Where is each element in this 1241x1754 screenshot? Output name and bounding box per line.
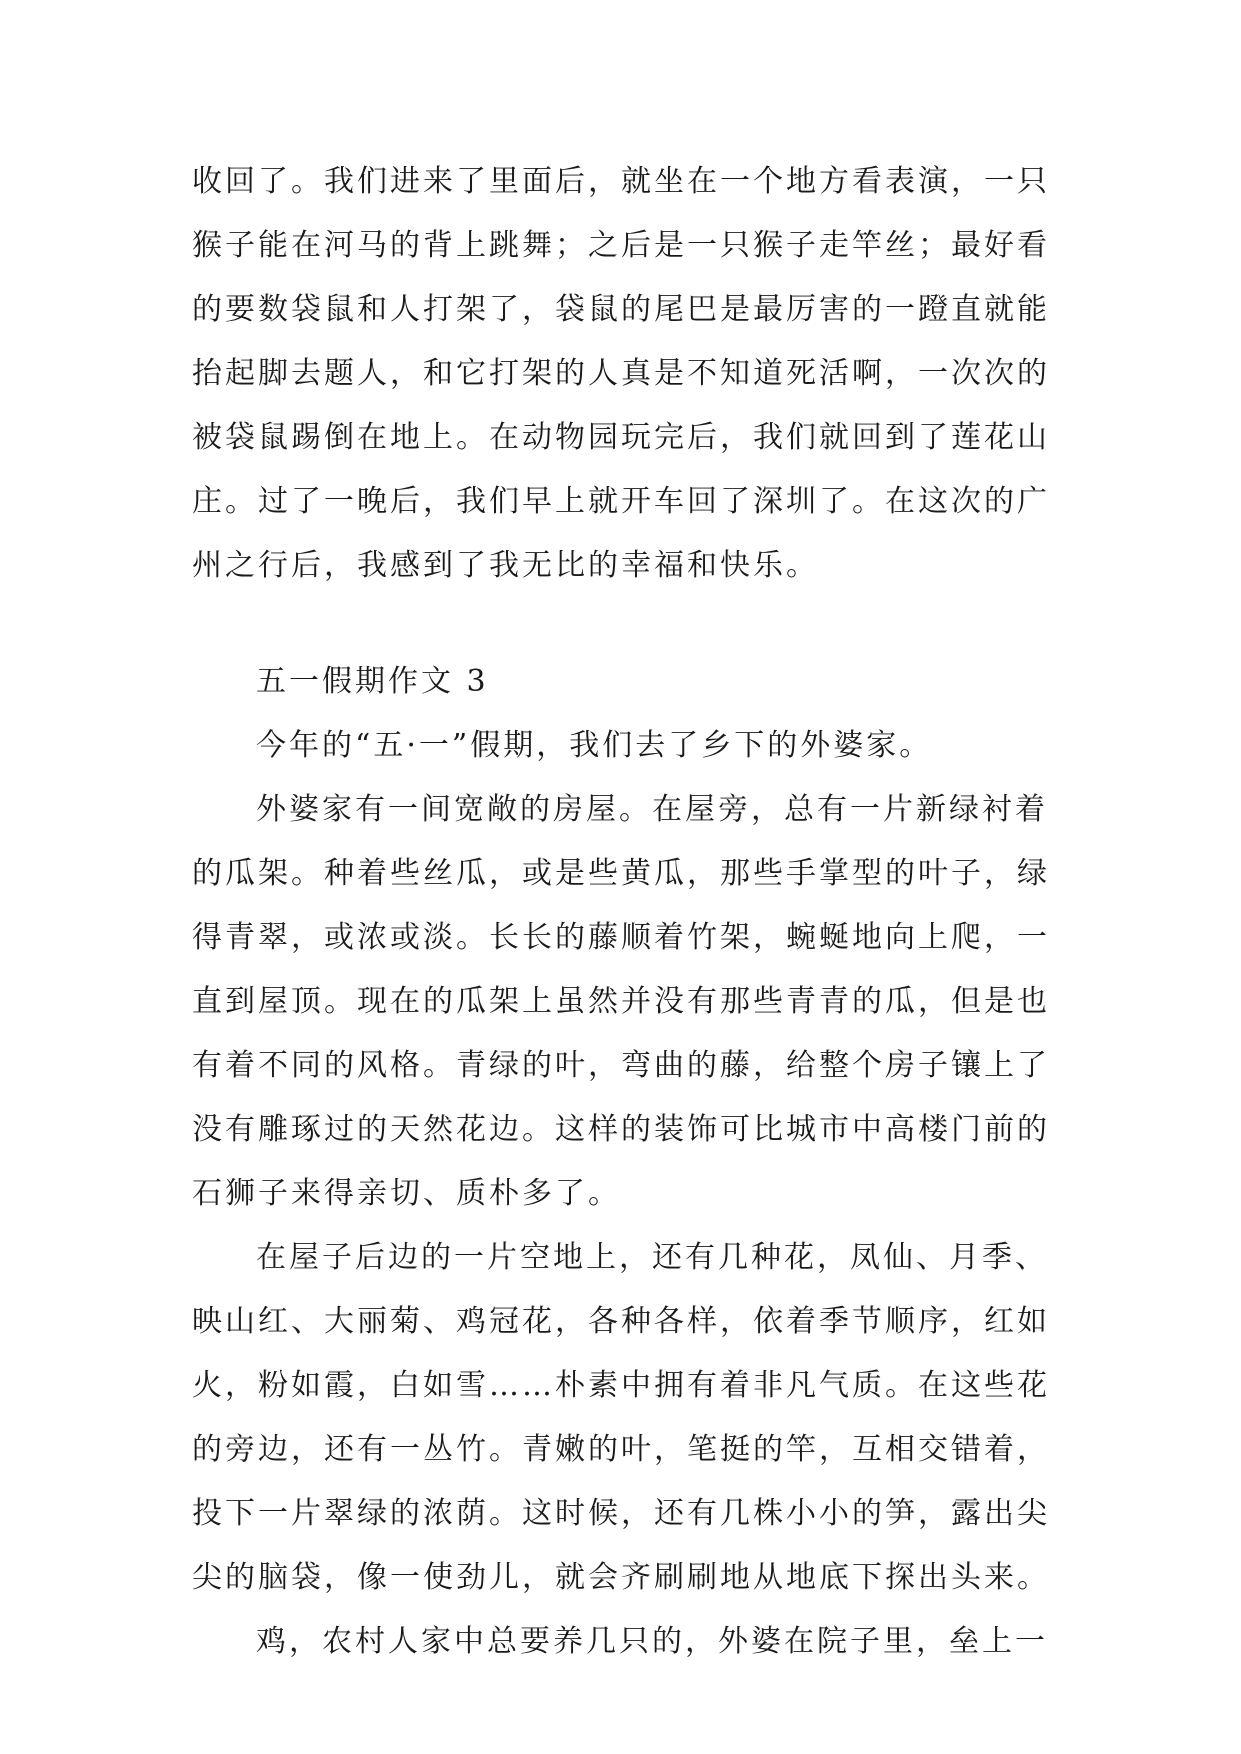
text-line: 没有雕琢过的天然花边。这样的装饰可比城市中高楼门前的 [192,1112,1050,1147]
text-line: 猴子能在河马的背上跳舞；之后是一只猴子走竿丝；最好看 [192,228,1050,263]
text-line: 在屋子后边的一片空地上，还有几种花，凤仙、月季、 [256,1240,1048,1275]
text-line: 外婆家有一间宽敞的房屋。在屋旁，总有一片新绿衬着 [256,792,1048,827]
text-line: 收回了。我们进来了里面后，就坐在一个地方看表演，一只 [192,164,1050,199]
text-line: 有着不同的风格。青绿的叶，弯曲的藤，给整个房子镶上了 [192,1048,1050,1083]
text-line: 映山红、大丽菊、鸡冠花，各种各样，依着季节顺序，红如 [192,1304,1050,1339]
text-line: 火，粉如霞，白如雪……朴素中拥有着非凡气质。在这些花 [192,1368,1050,1403]
text-line: 被袋鼠踢倒在地上。在动物园玩完后，我们就回到了莲花山 [192,420,1050,455]
text-line: 投下一片翠绿的浓荫。这时候，还有几株小小的笋，露出尖 [192,1496,1050,1531]
text-line: 庄。过了一晚后，我们早上就开车回了深圳了。在这次的广 [192,484,1050,519]
text-line: 得青翠，或浓或淡。长长的藤顺着竹架，蜿蜒地向上爬，一 [192,920,1050,955]
text-line: 今年的“五·一”假期，我们去了乡下的外婆家。 [256,728,933,763]
text-line: 石狮子来得亲切、质朴多了。 [192,1176,621,1211]
text-line: 鸡，农村人家中总要养几只的，外婆在院子里，垒上一 [256,1624,1048,1659]
section-heading: 五一假期作文 3 [256,664,489,699]
text-line: 的瓜架。种着些丝瓜，或是些黄瓜，那些手掌型的叶子，绿 [192,856,1050,891]
text-line: 州之行后，我感到了我无比的幸福和快乐。 [192,548,819,583]
text-line: 的旁边，还有一丛竹。青嫩的叶，笔挺的竿，互相交错着， [192,1432,1050,1467]
text-line: 的要数袋鼠和人打架了，袋鼠的尾巴是最厉害的一蹬直就能 [192,292,1050,327]
text-line: 抬起脚去题人，和它打架的人真是不知道死活啊，一次次的 [192,356,1050,391]
text-line: 直到屋顶。现在的瓜架上虽然并没有那些青青的瓜，但是也 [192,984,1050,1019]
text-line: 尖的脑袋，像一使劲儿，就会齐刷刷地从地底下探出头来。 [192,1560,1050,1595]
